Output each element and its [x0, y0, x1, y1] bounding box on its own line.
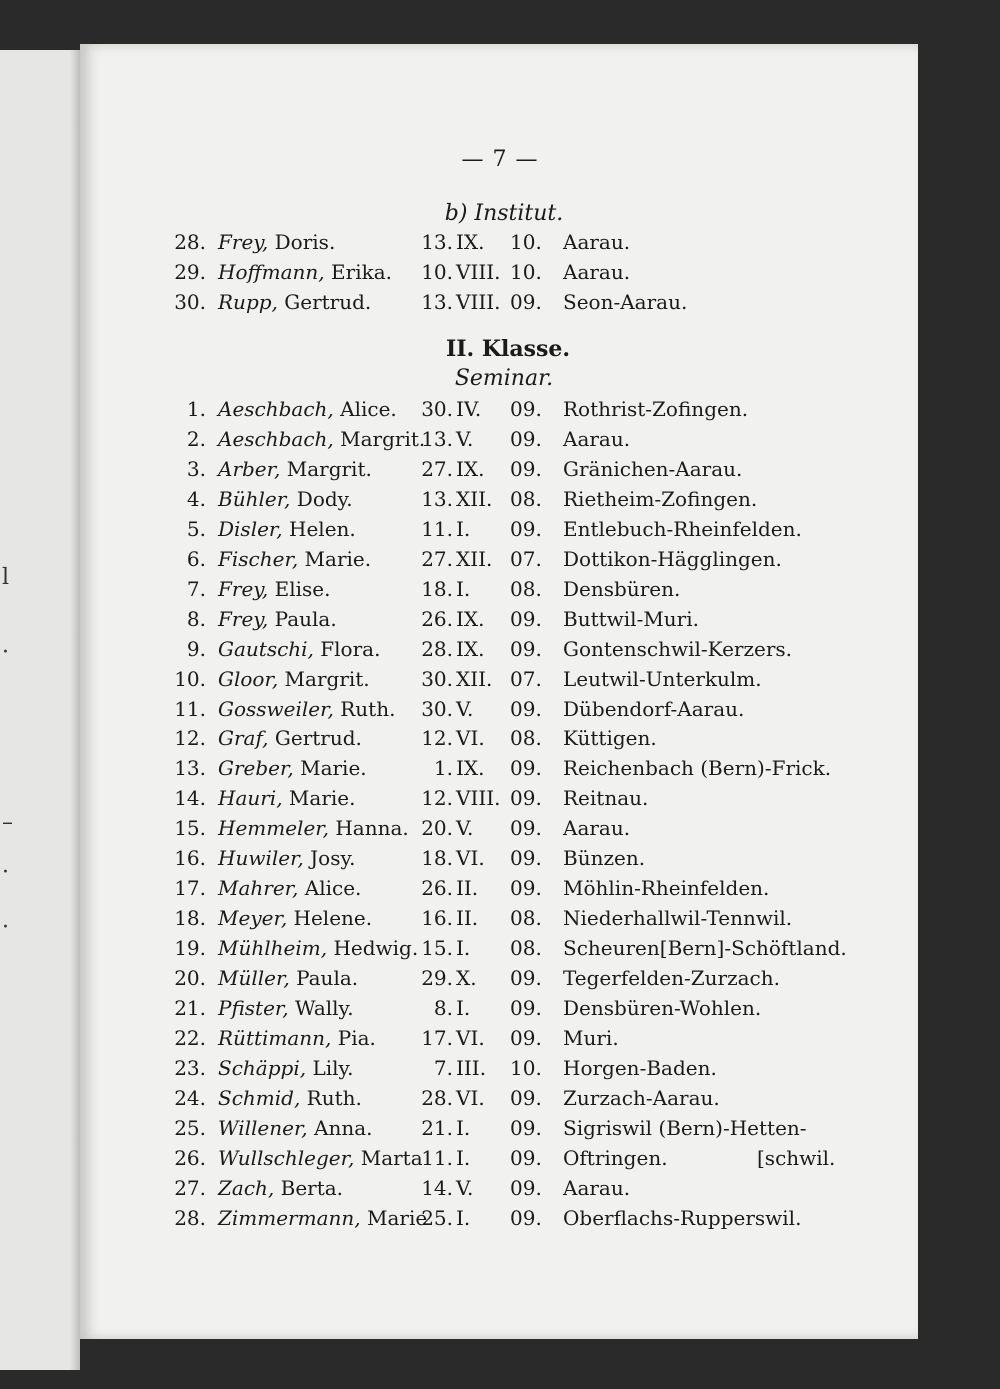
birth-month: I. — [456, 1115, 471, 1140]
birth-month: V. — [456, 426, 474, 451]
birth-year: 09. — [510, 696, 542, 721]
birth-day: 8. — [433, 996, 453, 1020]
given-name: Erika. — [331, 260, 392, 284]
surname: Huwiler, — [218, 846, 304, 871]
surname: Frey, — [218, 606, 269, 631]
birth-month: XII. — [456, 546, 493, 571]
given-name: Anna. — [314, 1115, 373, 1140]
surname: Greber, — [218, 756, 294, 781]
given-name: Josy. — [310, 846, 356, 871]
surname: Müller, — [218, 966, 290, 991]
birth-month: VIII. — [456, 260, 501, 284]
birth-month: IX. — [456, 230, 485, 254]
entry-number: 25. — [174, 1115, 206, 1140]
birth-month: I. — [456, 996, 471, 1020]
birth-day: 26. — [421, 606, 453, 631]
student-name — [218, 697, 395, 721]
home-town: Rietheim-Zofingen. — [563, 486, 758, 511]
class-heading: II. Klasse. — [445, 336, 571, 362]
surname: Schmid, — [218, 1085, 301, 1110]
birth-month: II. — [456, 906, 479, 931]
table-row — [0, 427, 1000, 457]
birth-month: V. — [456, 816, 474, 841]
birth-year: 09. — [510, 606, 542, 631]
given-name: Doris. — [274, 230, 336, 254]
birth-year: 09. — [510, 876, 542, 901]
given-name: Paula. — [274, 606, 337, 631]
student-name — [218, 577, 331, 601]
home-town: Scheuren[Bern]-Schöftland. — [563, 936, 847, 961]
continuation-text: [schwil. — [757, 1145, 836, 1170]
birth-day: 11. — [421, 1145, 453, 1170]
surname: Hauri, — [218, 786, 283, 811]
given-name: Berta. — [280, 1175, 344, 1200]
birth-day: 18. — [421, 576, 453, 601]
table-row — [0, 756, 1000, 786]
table-row — [0, 996, 1000, 1026]
birth-day: 21. — [421, 1115, 453, 1140]
table-row — [0, 786, 1000, 816]
table-row — [0, 230, 1000, 260]
table-row — [0, 876, 1000, 906]
student-name — [218, 1116, 373, 1140]
home-town: Möhlin-Rheinfelden. — [563, 876, 770, 901]
home-town: Aarau. — [563, 260, 631, 284]
table-row — [0, 637, 1000, 667]
birth-month: V. — [456, 1175, 474, 1200]
birth-year: 09. — [510, 786, 542, 811]
birth-month: I. — [456, 1205, 471, 1230]
entry-number: 21. — [174, 996, 206, 1020]
birth-day: 17. — [421, 1025, 453, 1050]
birth-day: 18. — [421, 846, 453, 871]
birth-day: 27. — [421, 456, 453, 481]
birth-year: 09. — [510, 846, 542, 871]
home-town: Bünzen. — [563, 846, 646, 871]
birth-day: 30. — [421, 666, 453, 691]
student-name — [218, 906, 372, 930]
left-page-mark: · — [2, 640, 9, 665]
student-name — [218, 726, 362, 750]
student-name — [218, 427, 425, 451]
birth-month: XII. — [456, 486, 493, 511]
entry-number: 13. — [174, 756, 206, 781]
birth-year: 09. — [510, 516, 542, 541]
given-name: Ruth. — [340, 696, 396, 721]
table-row — [0, 1026, 1000, 1056]
birth-day: 12. — [421, 726, 453, 751]
surname: Gloor, — [218, 666, 279, 691]
birth-day: 26. — [421, 876, 453, 901]
left-page-mark: · — [2, 915, 9, 940]
table-row — [0, 290, 1000, 320]
entry-number: 5. — [186, 516, 206, 541]
birth-year: 08. — [510, 906, 542, 931]
entry-number: 26. — [174, 1145, 206, 1170]
given-name: Wally. — [295, 996, 354, 1020]
birth-day: 13. — [421, 426, 453, 451]
surname: Fischer, — [218, 546, 299, 571]
surname: Arber, — [218, 456, 281, 481]
birth-year: 08. — [510, 936, 542, 961]
birth-month: VI. — [456, 726, 485, 751]
home-town: Zurzach-Aarau. — [563, 1085, 720, 1110]
given-name: Gertrud. — [274, 726, 362, 751]
entry-number: 17. — [174, 876, 206, 901]
student-name — [218, 756, 367, 780]
student-name — [218, 517, 356, 541]
home-town: Sigriswil (Bern)-Hetten- — [563, 1115, 807, 1140]
birth-year: 08. — [510, 576, 542, 601]
student-name — [218, 1026, 376, 1050]
home-town: Dübendorf-Aarau. — [563, 696, 745, 721]
birth-year: 09. — [510, 966, 542, 991]
birth-year: 07. — [510, 546, 542, 571]
table-row — [0, 260, 1000, 290]
entry-number: 19. — [174, 936, 206, 961]
surname: Meyer, — [218, 906, 288, 931]
table-row — [0, 667, 1000, 697]
home-town: Rothrist-Zofingen. — [563, 397, 749, 421]
given-name: Margrit. — [284, 666, 370, 691]
table-row — [0, 697, 1000, 727]
table-row — [0, 906, 1000, 936]
birth-day: 13. — [421, 486, 453, 511]
home-town: Gränichen-Aarau. — [563, 456, 743, 481]
student-name — [218, 290, 371, 314]
birth-month: III. — [456, 1055, 487, 1080]
given-name: Margrit. — [286, 456, 372, 481]
given-name: Lily. — [312, 1055, 354, 1080]
birth-month: V. — [456, 696, 474, 721]
table-row — [0, 846, 1000, 876]
birth-year: 09. — [510, 996, 542, 1020]
birth-day: 1. — [433, 756, 453, 781]
home-town: Entlebuch-Rheinfelden. — [563, 516, 802, 541]
given-name: Marie. — [288, 786, 356, 811]
entry-number: 18. — [174, 906, 206, 931]
birth-day: 12. — [421, 786, 453, 811]
table-row — [0, 607, 1000, 637]
birth-day: 30. — [421, 696, 453, 721]
birth-day: 16. — [421, 906, 453, 931]
birth-year: 09. — [510, 1025, 542, 1050]
birth-year: 09. — [510, 456, 542, 481]
birth-day: 13. — [421, 290, 453, 314]
left-page-mark: l — [2, 565, 10, 590]
student-name — [218, 1146, 423, 1170]
given-name: Marie. — [300, 756, 367, 781]
given-name: Dody. — [296, 486, 353, 511]
table-row — [0, 1116, 1000, 1146]
surname: Zach, — [218, 1175, 275, 1200]
birth-year: 09. — [510, 636, 542, 661]
home-town: Reitnau. — [563, 786, 649, 811]
given-name: Paula. — [296, 966, 359, 991]
surname: Disler, — [218, 516, 283, 541]
home-town: Horgen-Baden. — [563, 1055, 717, 1080]
table-row — [0, 1176, 1000, 1206]
table-row — [0, 1056, 1000, 1086]
table-row — [0, 726, 1000, 756]
given-name: Marie. — [304, 546, 372, 571]
table-row — [0, 577, 1000, 607]
student-name — [218, 1056, 354, 1080]
birth-month: VI. — [456, 846, 485, 871]
birth-month: IX. — [456, 756, 485, 781]
table-row — [0, 397, 1000, 427]
birth-day: 13. — [421, 230, 453, 254]
student-name — [218, 607, 337, 631]
birth-day: 30. — [421, 397, 453, 421]
birth-year: 09. — [510, 397, 542, 421]
birth-year: 08. — [510, 726, 542, 751]
entry-number: 20. — [174, 966, 206, 991]
birth-year: 09. — [510, 1115, 542, 1140]
section-heading-institut: b) Institut. — [444, 201, 564, 226]
home-town: Muri. — [563, 1025, 619, 1050]
home-town: Gontenschwil-Kerzers. — [563, 636, 793, 661]
home-town: Reichenbach (Bern)-Frick. — [563, 756, 832, 781]
table-row — [0, 487, 1000, 517]
entry-number: 10. — [174, 666, 206, 691]
home-town: Aarau. — [563, 816, 631, 841]
entry-number: 9. — [186, 636, 206, 661]
student-name — [218, 547, 371, 571]
birth-month: II. — [456, 876, 479, 901]
given-name: Marie — [367, 1205, 428, 1230]
section-heading-seminar: Seminar. — [454, 366, 554, 391]
student-name — [218, 1086, 362, 1110]
surname: Bühler, — [218, 486, 291, 511]
entry-number: 22. — [174, 1025, 206, 1050]
birth-day: 27. — [421, 546, 453, 571]
student-name — [218, 457, 372, 481]
birth-year: 10. — [510, 230, 542, 254]
given-name: Alice. — [340, 397, 397, 421]
student-name — [218, 230, 335, 254]
entry-number: 23. — [174, 1055, 206, 1080]
home-town: Oberflachs-Rupperswil. — [563, 1205, 802, 1230]
table-row — [0, 517, 1000, 547]
birth-month: VI. — [456, 1025, 485, 1050]
home-town: Seon-Aarau. — [563, 290, 688, 314]
birth-month: X. — [456, 966, 477, 991]
surname: Willener, — [218, 1115, 308, 1140]
birth-month: IX. — [456, 606, 485, 631]
surname: Gossweiler, — [218, 696, 334, 721]
birth-year: 09. — [510, 1175, 542, 1200]
birth-year: 09. — [510, 756, 542, 781]
surname: Frey, — [218, 576, 269, 601]
birth-year: 09. — [510, 1145, 542, 1170]
birth-year: 08. — [510, 486, 542, 511]
table-row — [0, 816, 1000, 846]
student-name — [218, 816, 409, 840]
surname: Mühlheim, — [218, 936, 328, 961]
given-name: Helen. — [289, 516, 356, 541]
surname: Aeschbach, — [218, 426, 334, 451]
home-town: Aarau. — [563, 1175, 631, 1200]
surname: Graf, — [218, 726, 269, 751]
table-row — [0, 457, 1000, 487]
entry-number: 2. — [186, 426, 206, 451]
student-name — [218, 876, 361, 900]
table-row — [0, 936, 1000, 966]
home-town: Aarau. — [563, 426, 631, 451]
given-name: Gertrud. — [284, 290, 372, 314]
given-name: Alice. — [304, 876, 362, 901]
surname: Hoffmann, — [218, 260, 325, 284]
surname: Schäppi, — [218, 1055, 307, 1080]
birth-month: VIII. — [456, 786, 501, 811]
entry-number: 4. — [186, 486, 206, 511]
given-name: Helene. — [293, 906, 373, 931]
surname: Rüttimann, — [218, 1025, 332, 1050]
entry-number: 14. — [174, 786, 206, 811]
given-name: Hedwig. — [333, 936, 419, 961]
birth-day: 28. — [421, 1085, 453, 1110]
table-row — [0, 1206, 1000, 1236]
birth-year: 07. — [510, 666, 542, 691]
birth-day: 11. — [421, 516, 453, 541]
surname: Frey, — [218, 230, 269, 254]
student-name — [218, 786, 355, 810]
entry-number: 30. — [174, 290, 206, 314]
entry-number: 28. — [174, 230, 206, 254]
birth-month: I. — [456, 936, 471, 961]
entry-number: 6. — [186, 546, 206, 571]
birth-year: 09. — [510, 290, 542, 314]
left-page-mark: – — [2, 810, 13, 835]
birth-day: 29. — [421, 966, 453, 991]
student-name — [218, 1206, 427, 1230]
birth-month: I. — [456, 1145, 471, 1170]
surname: Zimmermann, — [218, 1205, 361, 1230]
surname: Rupp, — [218, 290, 278, 314]
student-name — [218, 487, 353, 511]
entry-number: 12. — [174, 726, 206, 751]
entry-number: 27. — [174, 1175, 206, 1200]
surname: Gautschi, — [218, 636, 314, 661]
birth-month: IV. — [456, 397, 482, 421]
birth-month: XII. — [456, 666, 493, 691]
home-town: Leutwil-Unterkulm. — [563, 666, 762, 691]
birth-month: I. — [456, 516, 471, 541]
birth-day: 10. — [421, 260, 453, 284]
given-name: Hanna. — [335, 816, 409, 841]
birth-month: VIII. — [456, 290, 501, 314]
entry-number: 11. — [174, 696, 206, 721]
student-name — [218, 667, 370, 691]
birth-month: VI. — [456, 1085, 485, 1110]
home-town: Buttwil-Muri. — [563, 606, 699, 631]
student-name — [218, 966, 358, 990]
birth-month: I. — [456, 576, 471, 601]
entry-number: 29. — [174, 260, 206, 284]
birth-day: 15. — [421, 936, 453, 961]
surname: Aeschbach, — [218, 397, 334, 421]
home-town: Densbüren. — [563, 576, 681, 601]
home-town: Niederhallwil-Tennwil. — [563, 906, 793, 931]
given-name: Elise. — [274, 576, 331, 601]
given-name: Ruth. — [306, 1085, 362, 1110]
birth-year: 09. — [510, 426, 542, 451]
table-row — [0, 547, 1000, 577]
entry-number: 24. — [174, 1085, 206, 1110]
birth-year: 09. — [510, 1085, 542, 1110]
student-name — [218, 260, 392, 284]
given-name: Pia. — [337, 1025, 376, 1050]
page-number: — 7 — — [461, 147, 539, 172]
home-town: Oftringen. — [563, 1145, 668, 1170]
table-row — [0, 1146, 1000, 1176]
student-name — [218, 846, 355, 870]
entry-number: 8. — [186, 606, 206, 631]
given-name: Flora. — [320, 636, 381, 661]
surname: Pfister, — [218, 996, 289, 1020]
home-town: Küttigen. — [563, 726, 657, 751]
student-name — [218, 397, 397, 421]
birth-year: 09. — [510, 816, 542, 841]
table-row — [0, 966, 1000, 996]
home-town: Dottikon-Hägglingen. — [563, 546, 782, 571]
birth-day: 28. — [421, 636, 453, 661]
student-name — [218, 996, 354, 1020]
left-page-mark: · — [2, 860, 9, 885]
table-row — [0, 1086, 1000, 1116]
entry-number: 7. — [186, 576, 206, 601]
birth-day: 20. — [421, 816, 453, 841]
student-name — [218, 936, 418, 960]
given-name: Margrit. — [340, 426, 426, 451]
birth-day: 25. — [421, 1205, 453, 1230]
surname: Mahrer, — [218, 876, 299, 901]
birth-year: 09. — [510, 1205, 542, 1230]
surname: Wullschleger, — [218, 1145, 355, 1170]
entry-number: 3. — [186, 456, 206, 481]
entry-number: 1. — [186, 397, 206, 421]
birth-year: 10. — [510, 260, 542, 284]
birth-month: IX. — [456, 456, 485, 481]
home-town: Tegerfelden-Zurzach. — [563, 966, 780, 991]
birth-day: 7. — [433, 1055, 453, 1080]
student-name — [218, 637, 380, 661]
student-name — [218, 1176, 343, 1200]
home-town: Aarau. — [563, 230, 631, 254]
given-name: Marta — [360, 1145, 423, 1170]
birth-month: IX. — [456, 636, 485, 661]
entry-number: 15. — [174, 816, 206, 841]
home-town: Densbüren-Wohlen. — [563, 996, 762, 1020]
birth-day: 14. — [421, 1175, 453, 1200]
surname: Hemmeler, — [218, 816, 329, 841]
entry-number: 28. — [174, 1205, 206, 1230]
entry-number: 16. — [174, 846, 206, 871]
birth-year: 10. — [510, 1055, 542, 1080]
